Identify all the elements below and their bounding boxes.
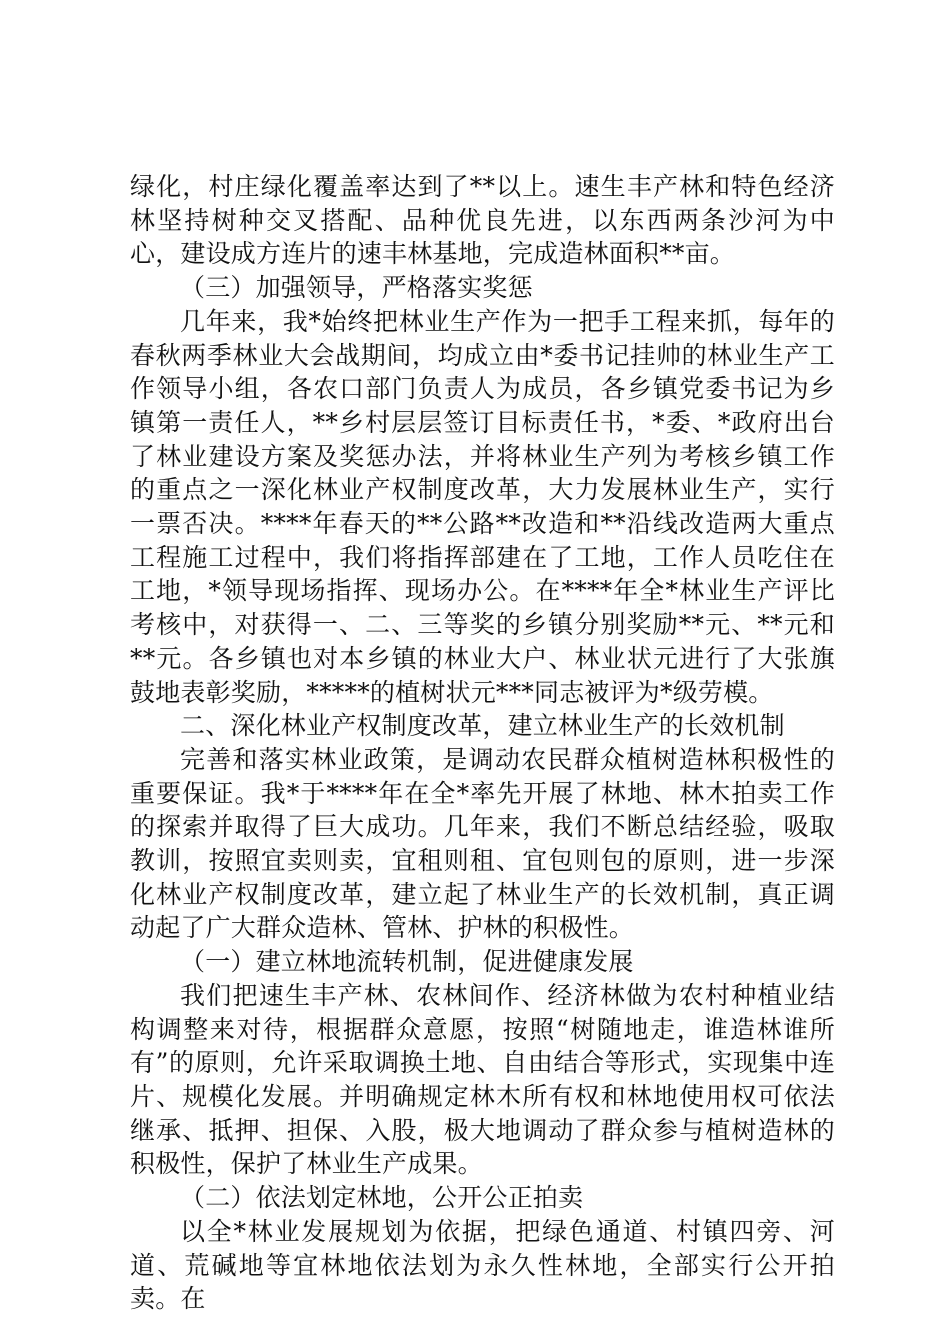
- heading-land-transfer: （一）建立林地流转机制，促进健康发展: [180, 947, 634, 977]
- paragraph-greening-continued: 绿化，村庄绿化覆盖率达到了**以上。速生丰产林和特色经济林坚持树种交叉搭配、品种优良先进，以东西两条沙河为中心，建设成方连片的速丰林基地，完成造林面积**亩。: [130, 172, 835, 269]
- heading-strengthen-leadership: （三）加强领导，严格落实奖惩: [180, 273, 533, 303]
- heading-legal-auction: （二）依法划定林地，公开公正拍卖: [180, 1183, 584, 1213]
- paragraph-forestry-policy: 完善和落实林业政策，是调动农民群众植树造林积极性的重要保证。我*于****年在全*率先开展了林地、林木拍卖工作的探索并取得了巨大成功。几年来，我们不断总结经验，吸取教训，按照宜卖则卖，宜租则租、宜包则包的原则，进一步深化林业产权制度改革，建立起了林业生产的长效机制，真正调动起了广大群众造林、管林、护林的积极性。: [130, 744, 835, 943]
- paragraph-land-transfer: 我们把速生丰产林、农林间作、经济林做为农村种植业结构调整来对待，根据群众意愿，按照“树随地走，谁造林谁所有”的原则，允许采取调换土地、自由结合等形式，实现集中连片、规模化发展。并明确规定林木所有权和林地使用权可依法继承、抵押、担保、入股，极大地调动了群众参与植树造林的积极性，保护了林业生产成果。: [130, 980, 835, 1179]
- document-body: [130, 170, 835, 1316]
- paragraph-leadership: 几年来，我*始终把林业生产作为一把手工程来抓，每年的春秋两季林业大会战期间，均成立由*委书记挂帅的林业生产工作领导小组，各农口部门负责人为成员，各乡镇党委书记为乡镇第一责任人，**乡村层层签订目标责任书，*委、*政府出台了林业建设方案及奖惩办法，并将林业生产列为考核乡镇工作的重点之一深化林业产权制度改革，大力发展林业生产，实行一票否决。****年春天的**公路**改造和**沿线改造两大重点工程施工过程中，我们将指挥部建在了工地，工作人员吃住在工地，*领导现场指挥、现场办公。在****年全*林业生产评比考核中，对获得一、二、三等奖的乡镇分别奖励**元、**元和**元。各乡镇也对本乡镇的林业大户、林业状元进行了大张旗鼓地表彰奖励，*****的植树状元***同志被评为*级劳模。: [130, 306, 835, 707]
- paragraph-legal-auction: 以全*林业发展规划为依据，把绿色通道、村镇四旁、河道、荒碱地等宜林地依法划为永久性林地，全部实行公开拍卖。在: [130, 1216, 835, 1314]
- heading-deepen-reform: 二、深化林业产权制度改革，建立林业生产的长效机制: [180, 711, 785, 741]
